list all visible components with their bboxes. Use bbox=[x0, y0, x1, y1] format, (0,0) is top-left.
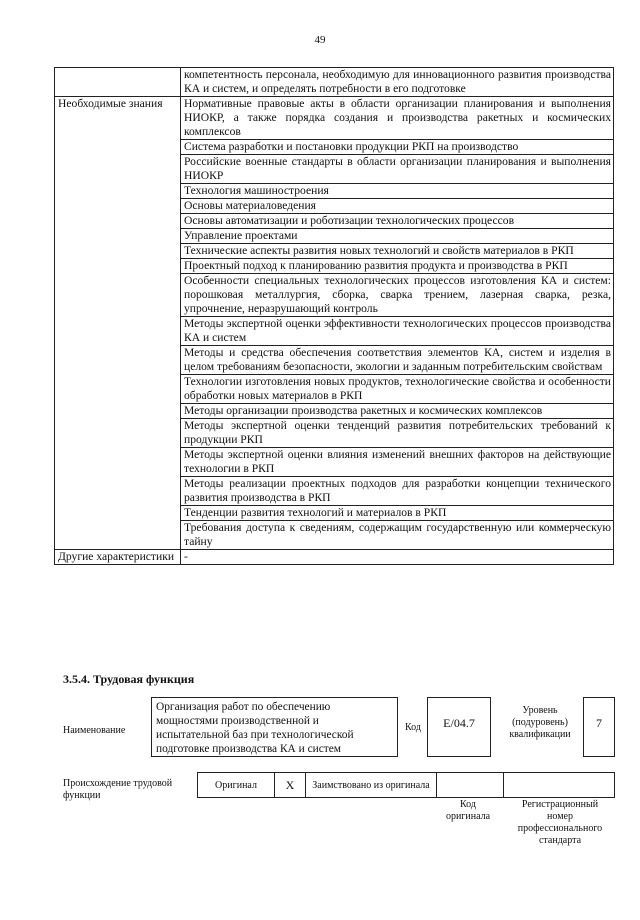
row-text: Управление проектами bbox=[181, 229, 614, 244]
row-text: Система разработки и постановки продукции РКП на производство bbox=[181, 140, 614, 155]
level-value-box: 7 bbox=[583, 697, 615, 757]
row-text: - bbox=[181, 550, 614, 565]
level-label: Уровень (подуровень) квалификации bbox=[509, 705, 571, 740]
row-label: Другие характеристики bbox=[55, 550, 181, 565]
reg-caption: Регистрационный номер профессионального стандарта bbox=[517, 799, 603, 846]
function-name-box: Организация работ по обеспечению мощностями производственной и испытательной баз при технологической подготовке производства КА и систем bbox=[151, 697, 398, 757]
name-label: Наименование bbox=[63, 725, 126, 736]
row-text: Требования доступа к сведениям, содержащим государственную или коммерческую тайну bbox=[181, 521, 614, 550]
page-number: 49 bbox=[314, 34, 326, 46]
code-caption: Код оригинала bbox=[445, 799, 491, 822]
origin-reg-cell bbox=[504, 773, 615, 798]
section-title: 3.5.4. Трудовая функция bbox=[63, 672, 195, 686]
table-row bbox=[55, 550, 614, 565]
row-text: Методы экспертной оценки эффективности технологических процессов производства КА и систем bbox=[181, 317, 614, 346]
row-text: Особенности специальных технологических процессов изготовления КА и систем: порошковая металлургия, сборка, сварка трением, лазерная сварка, резка, упрочнение, неразрушающий контроль bbox=[181, 274, 614, 317]
table-row bbox=[55, 97, 614, 140]
row-text: Основы автоматизации и роботизации технологических процессов bbox=[181, 214, 614, 229]
origin-label: Происхождение трудовой функции bbox=[63, 778, 173, 801]
row-text: Технология машиностроения bbox=[181, 184, 614, 199]
row-text: Проектный подход к планированию развития продукта и производства в РКП bbox=[181, 259, 614, 274]
row-text: Методы экспертной оценки тенденций развития потребительских требований к продукции РКП bbox=[181, 419, 614, 448]
row-text: Методы экспертной оценки влияния изменений внешних факторов на действующие технологии в РКП bbox=[181, 448, 614, 477]
table-row bbox=[55, 68, 614, 97]
row-text: Тенденции развития технологий и материалов в РКП bbox=[181, 506, 614, 521]
row-text: Технологии изготовления новых продуктов, технологические свойства и особенности обработки новых материалов в РКП bbox=[181, 375, 614, 404]
function-code-box: E/04.7 bbox=[427, 697, 491, 757]
row-text: Методы организации производства ракетных и космических комплексов bbox=[181, 404, 614, 419]
row-text: Методы и средства обеспечения соответствия элементов КА, систем и изделия в целом требованиям безопасности, экологии и заданным потребительским свойствам bbox=[181, 346, 614, 375]
knowledge-table bbox=[54, 67, 614, 565]
row-label bbox=[55, 68, 181, 97]
row-text: Основы материаловедения bbox=[181, 199, 614, 214]
original-label: Оригинал bbox=[198, 773, 275, 798]
original-mark: X bbox=[275, 773, 306, 798]
row-text: компетентность персонала, необходимую для инновационного развития производства КА и систем, и определять потребности в его подготовке bbox=[181, 68, 614, 97]
row-text: Российские военные стандарты в области организации планирования и выполнения НИОКР bbox=[181, 155, 614, 184]
origin-table bbox=[197, 772, 615, 798]
row-label: Необходимые знания bbox=[55, 97, 181, 550]
row-text: Технические аспекты развития новых технологий и свойств материалов в РКП bbox=[181, 244, 614, 259]
row-text: Нормативные правовые акты в области организации планирования и выполнения НИОКР, а также порядка создания и производства ракетных и космических комплексов bbox=[181, 97, 614, 140]
origin-code-cell bbox=[437, 773, 504, 798]
code-label: Код bbox=[405, 722, 421, 733]
row-text: Методы реализации проектных подходов для разработки концепции технического развития производства в РКП bbox=[181, 477, 614, 506]
borrowed-label: Заимствовано из оригинала bbox=[306, 773, 437, 798]
